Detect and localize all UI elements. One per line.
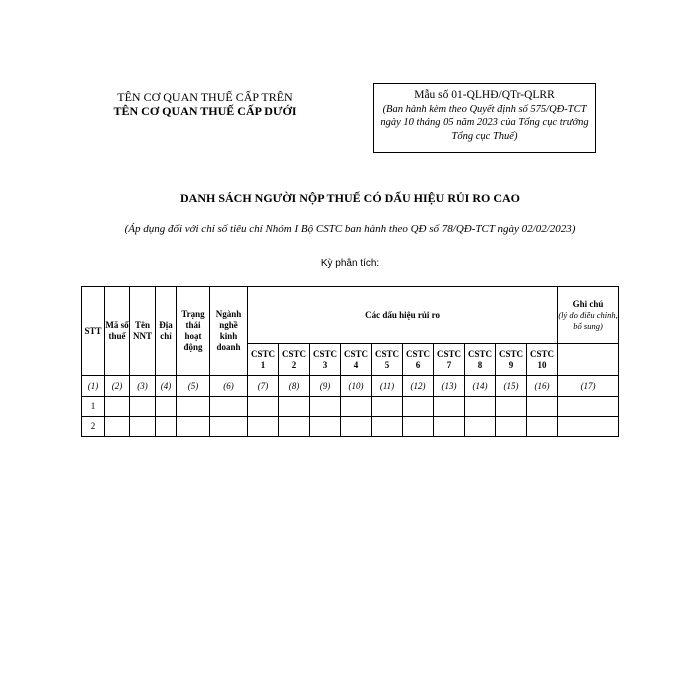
table-row	[82, 397, 619, 417]
risk-table	[81, 286, 619, 437]
col-number: (14)	[465, 376, 496, 397]
col-header-risk-group: Các dấu hiệu rủi ro	[248, 287, 558, 344]
col-number: (12)	[403, 376, 434, 397]
col-header-ten: Tên NNT	[130, 287, 156, 376]
form-note: (Ban hành kèm theo Quyết định số 575/QĐ-TCT ngày 10 tháng 05 năm 2023 của Tổng cục trưởng Tổng cục Thuế)	[380, 103, 589, 142]
period-label: Kỳ phân tích:	[320, 258, 380, 269]
note-description: (lý do điều chỉnh, bổ sung)	[558, 309, 618, 331]
col-number: (1)	[82, 376, 105, 397]
col-number: (9)	[310, 376, 341, 397]
col-number: (17)	[558, 376, 619, 397]
table-row	[82, 417, 619, 437]
col-header-cstc-4: CSTC 4	[341, 344, 372, 376]
col-number: (10)	[341, 376, 372, 397]
column-number-row	[82, 376, 619, 397]
agency-lower: TÊN CƠ QUAN THUẾ CẤP DƯỚI	[113, 104, 297, 118]
col-header-trangthai: Trạng thái hoạt động	[177, 287, 210, 376]
col-header-cstc-9: CSTC 9	[496, 344, 527, 376]
col-header-cstc-2: CSTC 2	[279, 344, 310, 376]
col-number: (16)	[527, 376, 558, 397]
note-heading: Ghi chú	[572, 298, 604, 309]
col-header-stt: STT	[82, 287, 105, 376]
col-number: (2)	[105, 376, 130, 397]
col-header-cstc-10: CSTC 10	[527, 344, 558, 376]
col-header-cstc-7: CSTC 7	[434, 344, 465, 376]
row-index: 2	[82, 417, 105, 437]
col-header-cstc-8: CSTC 8	[465, 344, 496, 376]
col-header-mst: Mã số thuế	[105, 287, 130, 376]
col-number: (11)	[372, 376, 403, 397]
col-number: (6)	[210, 376, 248, 397]
agency-block	[90, 90, 320, 118]
header-row-1	[82, 287, 619, 344]
document-title: DANH SÁCH NGƯỜI NỘP THUẾ CÓ DẤU HIỆU RỦI RO CAO	[179, 191, 521, 205]
col-number: (4)	[156, 376, 177, 397]
row-index: 1	[82, 397, 105, 417]
col-header-note	[558, 287, 619, 344]
col-header-cstc-5: CSTC 5	[372, 344, 403, 376]
col-number: (15)	[496, 376, 527, 397]
col-header-cstc-1: CSTC 1	[248, 344, 279, 376]
col-header-nganh: Ngành nghề kinh doanh	[210, 287, 248, 376]
col-number: (3)	[130, 376, 156, 397]
col-header-diachi: Địa chỉ	[156, 287, 177, 376]
agency-upper: TÊN CƠ QUAN THUẾ CẤP TRÊN	[117, 90, 293, 104]
col-header-cstc-6: CSTC 6	[403, 344, 434, 376]
form-code: Mẫu số 01-QLHĐ/QTr-QLRR	[414, 89, 555, 101]
col-number: (5)	[177, 376, 210, 397]
form-code-box	[373, 83, 596, 153]
col-number: (8)	[279, 376, 310, 397]
col-number: (13)	[434, 376, 465, 397]
col-header-cstc-3: CSTC 3	[310, 344, 341, 376]
document-subtitle: (Áp dụng đối với chỉ số tiêu chí Nhóm I Bộ CSTC ban hành theo QĐ số 78/QĐ-TCT ngày 02/02/2023)	[124, 223, 576, 235]
col-number: (7)	[248, 376, 279, 397]
note-subheader-blank	[558, 344, 619, 376]
